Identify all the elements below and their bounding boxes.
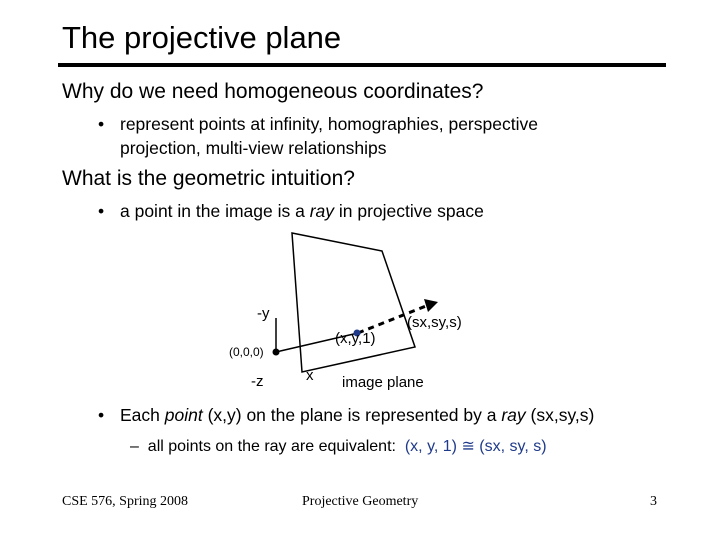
bullet-line-1: represent points at infinity, homographies, perspective xyxy=(120,114,538,134)
label-image-plane: image plane xyxy=(342,374,424,391)
bullet-ray: • a point in the image is a ray in projective space xyxy=(98,201,484,221)
label-origin: (0,0,0) xyxy=(229,345,264,359)
bullet-each-point: • Each point (x,y) on the plane is represented by a ray (sx,sy,s) xyxy=(98,405,595,425)
bullet-line-2: projection, multi-view relationships xyxy=(120,138,387,158)
origin-point xyxy=(273,349,280,356)
label-neg-z: -z xyxy=(251,373,264,390)
footer-page-number: 3 xyxy=(650,494,657,509)
sub-bullet-equivalent: – all points on the ray are equivalent: (x, y, 1) ≅ (sx, sy, s) xyxy=(130,438,547,455)
question-homogeneous: Why do we need homogeneous coordinates? xyxy=(62,80,484,103)
label-x: x xyxy=(306,367,314,384)
equivalence-formula: (x, y, 1) ≅ (sx, sy, s) xyxy=(404,438,547,455)
bullet-dot: • xyxy=(98,201,105,221)
ray-arrowhead xyxy=(424,299,438,312)
slide-title: The projective plane xyxy=(62,20,342,55)
image-plane-quad xyxy=(292,233,415,372)
footer-topic: Projective Geometry xyxy=(302,494,419,509)
label-image-point: (x,y,1) xyxy=(335,330,376,347)
bullet-dot: • xyxy=(98,114,105,134)
footer-course: CSE 576, Spring 2008 xyxy=(62,494,189,509)
label-ray-point: (sx,sy,s) xyxy=(407,314,462,331)
bullet-dot: • xyxy=(98,405,105,425)
question-intuition: What is the geometric intuition? xyxy=(62,167,355,190)
label-neg-y: -y xyxy=(257,305,270,322)
